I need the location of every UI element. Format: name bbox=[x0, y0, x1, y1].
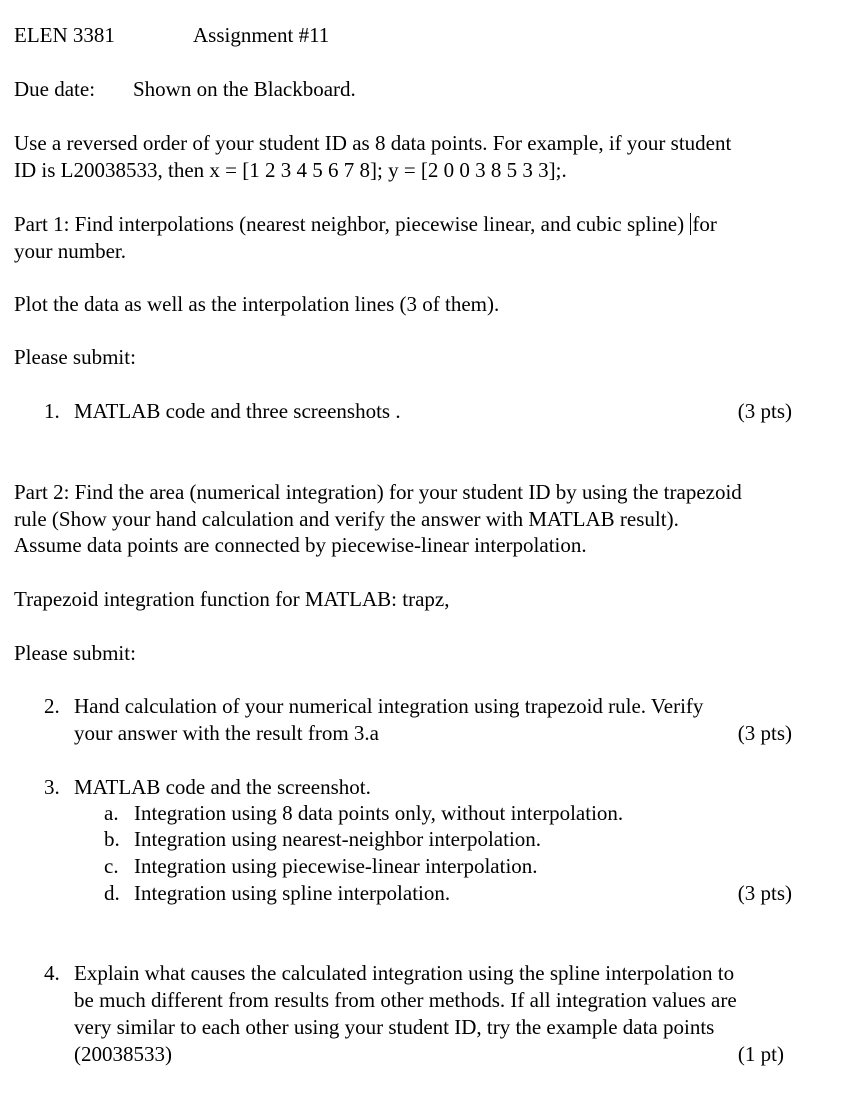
part1-submit-heading: Please submit: bbox=[14, 345, 136, 369]
item-1-number: 1. bbox=[44, 399, 60, 423]
item-3b-letter: b. bbox=[104, 827, 120, 851]
item-3-text: MATLAB code and the screenshot. bbox=[74, 775, 371, 799]
part2-trapz-note: Trapezoid integration function for MATLAB: trapz, bbox=[14, 587, 450, 611]
item-3-points: (3 pts) bbox=[737, 881, 792, 905]
item-1-text: MATLAB code and three screenshots . bbox=[74, 399, 401, 423]
part2-line-2: rule (Show your hand calculation and verify the answer with MATLAB result). bbox=[14, 507, 679, 531]
item-3c-text: Integration using piecewise-linear interpolation. bbox=[134, 854, 538, 878]
item-4-points: (1 pt) bbox=[737, 1042, 784, 1066]
intro-line-1: Use a reversed order of your student ID as 8 data points. For example, if your student bbox=[14, 131, 732, 155]
item-2-line-2: your answer with the result from 3.a bbox=[74, 721, 380, 745]
item-3-number: 3. bbox=[44, 775, 60, 799]
item-4-line-1: Explain what causes the calculated integration using the spline interpolation to bbox=[74, 961, 735, 985]
part2-line-1: Part 2: Find the area (numerical integration) for your student ID by using the trapezoid bbox=[14, 480, 742, 504]
item-3a-text: Integration using 8 data points only, without interpolation. bbox=[134, 801, 624, 825]
item-3b-text: Integration using nearest-neighbor interpolation. bbox=[134, 827, 542, 851]
item-2-line-1: Hand calculation of your numerical integration using trapezoid rule. Verify bbox=[74, 694, 704, 718]
due-date-label: Due date: bbox=[14, 77, 96, 101]
item-3d-letter: d. bbox=[104, 881, 120, 905]
part1-line-1 bbox=[14, 211, 717, 238]
item-4-line-3: very similar to each other using your student ID, try the example data points bbox=[74, 1015, 715, 1039]
part2-line-3: Assume data points are connected by piecewise-linear interpolation. bbox=[14, 533, 587, 557]
part2-submit-heading: Please submit: bbox=[14, 641, 136, 665]
part1-plot-instruction: Plot the data as well as the interpolation lines (3 of them). bbox=[14, 292, 500, 316]
intro-line-2: ID is L20038533, then x = [1 2 3 4 5 6 7 8]; y = [2 0 0 3 8 5 3 3];. bbox=[14, 158, 567, 182]
item-3c-letter: c. bbox=[104, 854, 119, 878]
part1-line-1-text: Part 1: Find interpolations (nearest neighbor, piecewise linear, and cubic spline) bbox=[14, 212, 685, 236]
item-1-points: (3 pts) bbox=[737, 399, 792, 423]
item-2-points: (3 pts) bbox=[737, 721, 792, 745]
item-4-number: 4. bbox=[44, 961, 60, 985]
item-2-number: 2. bbox=[44, 694, 60, 718]
part1-line-2: your number. bbox=[14, 239, 126, 263]
item-4-line-2: be much different from results from other methods. If all integration values are bbox=[74, 988, 737, 1012]
due-date-value: Shown on the Blackboard. bbox=[133, 77, 356, 101]
part1-line-1-end: for bbox=[692, 212, 717, 236]
item-3d-text: Integration using spline interpolation. bbox=[134, 881, 451, 905]
item-4-line-4: (20038533) bbox=[74, 1042, 172, 1066]
assignment-title: Assignment #11 bbox=[193, 23, 330, 47]
item-3a-letter: a. bbox=[104, 801, 119, 825]
course-code: ELEN 3381 bbox=[14, 23, 115, 47]
